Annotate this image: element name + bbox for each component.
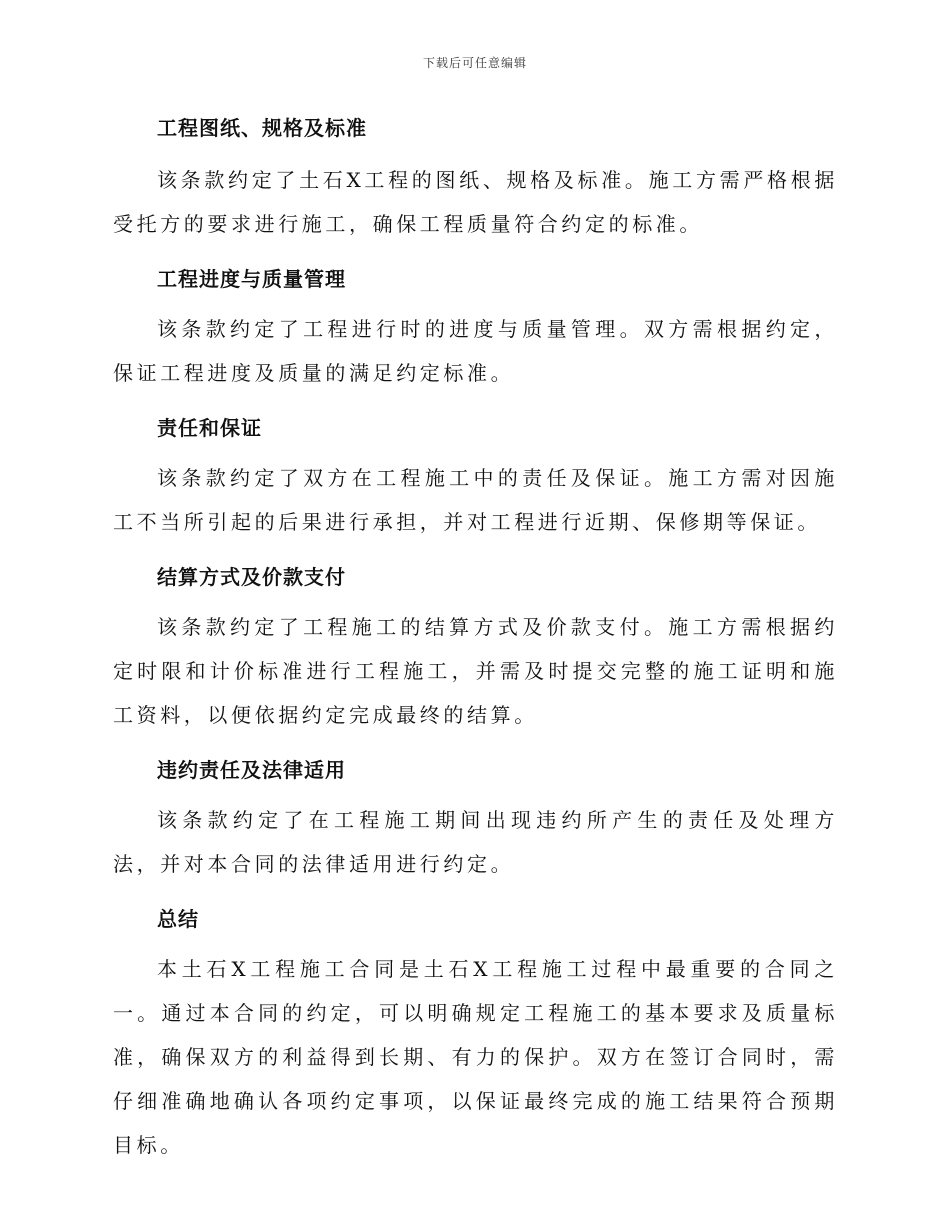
section-title: 工程图纸、规格及标准: [157, 116, 367, 140]
section-body: 该条款约定了工程进行时的进度与质量管理。双方需根据约定，保证工程进度及质量的满足约定标准。: [113, 317, 838, 385]
document-content: [113, 108, 838, 1167]
section-title: 责任和保证: [157, 416, 262, 440]
section-body: 本土石X工程施工合同是土石X工程施工过程中最重要的合同之一。通过本合同的约定，可以明确规定工程施工的基本要求及质量标准，确保双方的利益得到长期、有力的保护。双方在签订合同时，需仔细准确地确认各项约定事项，以保证最终完成的施工结果符合预期目标。: [113, 957, 838, 1157]
section-body: 该条款约定了土石X工程的图纸、规格及标准。施工方需严格根据受托方的要求进行施工，确保工程质量符合约定的标准。: [113, 168, 838, 236]
section-settlement-payment: [113, 557, 838, 737]
section-progress-quality: [113, 259, 838, 395]
section-title: 工程进度与质量管理: [157, 267, 346, 291]
section-body: 该条款约定了在工程施工期间出现违约所产生的责任及处理方法，并对本合同的法律适用进行约定。: [113, 808, 838, 876]
section-body: 该条款约定了工程施工的结算方式及价款支付。施工方需根据约定时限和计价标准进行工程施工，并需及时提交完整的施工证明和施工资料，以便依据约定完成最终的结算。: [113, 615, 838, 727]
section-title: 违约责任及法律适用: [157, 758, 346, 782]
section-body: 该条款约定了双方在工程施工中的责任及保证。施工方需对因施工不当所引起的后果进行承担，并对工程进行近期、保修期等保证。: [113, 466, 838, 534]
section-drawings-specs: [113, 108, 838, 246]
section-title: 总结: [157, 907, 199, 931]
section-breach-law: [113, 750, 838, 886]
section-responsibility-guarantee: [113, 408, 838, 544]
section-summary: [113, 899, 838, 1167]
section-title: 结算方式及价款支付: [157, 565, 346, 589]
header-note: 下载后可任意编辑: [422, 56, 527, 70]
